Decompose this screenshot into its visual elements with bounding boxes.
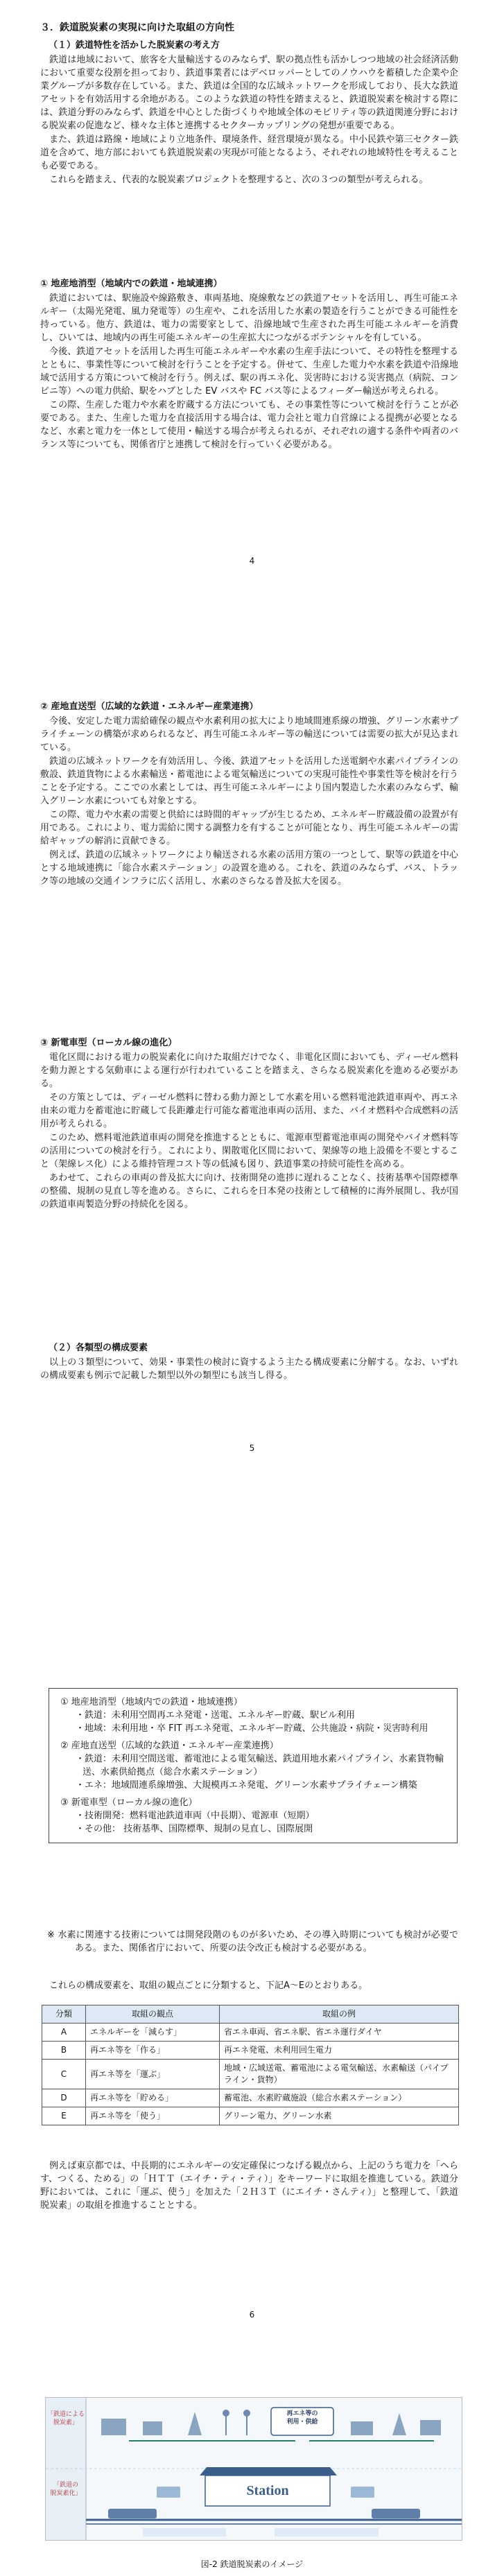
table-cell: 再エネ等を「運ぶ」 bbox=[86, 2060, 220, 2089]
classification-table-wrap bbox=[0, 2005, 504, 2125]
paragraph: 今後、安定した電力需給確保の観点や水素利用の拡大により地域間連系線の増強、グリーン水素サプライチェーンの構築が求められるなど、再生可能エネルギー等の輸送については需要の拡大が見込まれている。 bbox=[40, 716, 458, 753]
table-row bbox=[42, 2107, 459, 2125]
page-number: 4 bbox=[249, 556, 255, 566]
paragraph: 電化区間における電力の脱炭素化に向けた取組だけでなく、非電化区間においても、ディーゼル燃料を動力源とする気動車による運行が行われていることを踏まえ、さらなる脱炭素化を進める必要がある。 bbox=[40, 1052, 458, 1089]
paragraph: この際、生産した電力や水素を貯蔵する方法についても、その事業性等について検討を行うことが必要である。また、生産した電力を直接活用する場合は、電力会社と電力自営線による提携が必要となるなど、水素と電力を一体として使用・輸送する場合が考えられるが、それぞれの適する条件や両者のバランス等についても、関係省庁と連携して検討を行っていく必要がある。 bbox=[40, 400, 458, 450]
component-group bbox=[60, 1739, 446, 1792]
group-line: ・その他： 技術基準、国際標準、規制の見直し、国際展開 bbox=[76, 1824, 313, 1834]
paragraph: あわせて、これらの車両の普及拡大に向け、技術開発の進捗に遅れることなく、技術基準や国際標準の整備、規制の見直し等を進める。さらに、これらを日本発の技術として積極的に海外展開し、我が国の鉄道車両製造分野の持続化を図る。 bbox=[40, 1173, 458, 1210]
note: ※ 水素に関連する技術については開発段階のものが多いため、その導入時期についても検討が必要である。また、関係省庁において、所要の法令改正も検討する必要がある。 bbox=[47, 1930, 458, 1953]
table-cell: D bbox=[42, 2089, 86, 2107]
paragraph: 鉄道の広域ネットワークを有効活用し、今後、鉄道アセットを活用した送電網や水素パイプラインの敷設、鉄道貨物による水素輸送・蓄電池による電気輸送についての実現可能性や事業性等を検討を行うことを予定する。ここでの水素としては、再生可能エネルギーにより国内製造した水素のみならず、輸入グリーン水素についても対象とする。 bbox=[40, 756, 458, 806]
item-3-title: ③ 新電車型（ローカル線の進化） bbox=[40, 1038, 177, 1048]
figure-label-top: 「鉄道による 脱炭素」 bbox=[47, 2411, 85, 2426]
station-label: Station bbox=[246, 2483, 289, 2498]
item-2-block bbox=[0, 700, 504, 889]
table-cell: B bbox=[42, 2042, 86, 2060]
section-title: ３．鉄道脱炭素の実現に向けた取組の方向性 bbox=[40, 22, 234, 33]
paragraph: 例えば東京都では、中長期的にエネルギーの安定確保につなげる観点から、上記のうち電力を「へらす、つくる、ためる」の「ＨＴＴ（エイチ・ティ・ティ）」をキーワードに取組を推進している。鉄道分野においては、これに「運ぶ、使う」を加えた「２Ｈ３Ｔ（にエイチ・さんティ）」と整理して、「鉄道脱炭素」の取組を推進することとする。 bbox=[40, 2161, 458, 2211]
paragraph: 例えば、鉄道の広域ネットワークにより輸送される水素の活用方策の一つとして、駅等の鉄道を中心とする地域連携に「総合水素ステーション」の設置を進める。これを、鉄道のみならず、バス、トラック等の地域の交通インフラに広く活用し、水素のさらなる普及拡大を図る。 bbox=[40, 850, 458, 887]
item-1-title: ① 地産地消型（地域内での鉄道・地域連携） bbox=[40, 279, 223, 289]
closing-block bbox=[0, 2159, 504, 2213]
table-intro: これらの構成要素を、取組の観点ごとに分類すると、下記A～Eのとおりある。 bbox=[49, 1981, 368, 1991]
paragraph: 今後、鉄道アセットを活用した再生可能エネルギーや水素の生産手法について、その特性を整理するとともに、事業性等について検討を行うことを予定する。併せて、生産した電力や水素を鉄道や沿線地域で活用する方策について検討を行う。例えば、駅の再エネ化、災害時における災害拠点（病院、コンビニ等）への電力供給、駅をハブとした EV バスや FC バス等によるフィーダー輸送が考えられる。 bbox=[40, 347, 458, 397]
table-cell: A bbox=[42, 2024, 86, 2042]
classification-table bbox=[42, 2005, 459, 2125]
section-3 bbox=[0, 21, 504, 187]
figure-label-bottom: 「鉄道の 脱炭素化」 bbox=[50, 2482, 82, 2497]
table-cell: E bbox=[42, 2107, 86, 2125]
train-icon bbox=[108, 2509, 157, 2518]
figure-center-label: 再エネ等の 利用・供給 bbox=[286, 2410, 318, 2426]
table-cell: 再エネ等を「使う」 bbox=[86, 2107, 220, 2125]
components-box bbox=[49, 1688, 458, 1843]
paragraph: この際、電力や水素の需要と供給には時間的ギャップが生じるため、エネルギー貯蔵設備の設置が有用である。これにより、電力需給に関する調整力を有することが可能となり、再生可能エネルギーの需給ギャップの解消に貢献できる。 bbox=[40, 810, 458, 846]
table-cell: エネルギーを「減らす」 bbox=[86, 2024, 220, 2042]
figure-caption: 図-2 鉄道脱炭素のイメージ bbox=[200, 2559, 304, 2569]
paragraph: このため、燃料電池鉄道車両の開発を推進するとともに、電源車型蓄電池車両の開発やバイオ燃料等の活用についての検討を行う。これにより、閑散電化区間において、架線等の地上設備を不要とすること（架線レス化）による維持管理コスト等の低減も図り、鉄道事業の持続可能性を高める。 bbox=[40, 1133, 458, 1169]
table-cell: グリーン電力、グリーン水素 bbox=[220, 2107, 459, 2125]
group-line: ・地域：未利用地・卒 FIT 再エネ発電、エネルギー貯蔵、公共施設・病院・災害時利用 bbox=[76, 1723, 428, 1734]
paragraph: 鉄道においては、駅施設や線路敷き、車両基地、廃線敷などの鉄道アセットを活用し、再生可能エネルギー（太陽光発電、風力発電等）の生産や、これを活用した水素の製造を行うことができる可能性を持っている。他方、鉄道は、電力の需要家として、沿線地域で生産された再生可能エネルギーを消費し、ひいては、地域内の再生可能エネルギーの生産拡大につながるポテンシャルを有している。 bbox=[40, 293, 458, 343]
group-title: ② 産地直送型（広域的な鉄道・エネルギー産業連携） bbox=[60, 1741, 279, 1751]
item-3-block bbox=[0, 1036, 504, 1212]
paragraph: また、鉄道は路線・地域により立地条件、環境条件、経営環境が異なる。中小民鉄や第三セクター鉄道を含めて、地方部においても鉄道脱炭素の実現が可能となるよう、それぞれの地域特性を考えることも必要である。 bbox=[40, 134, 458, 171]
table-cell: 再エネ等を「作る」 bbox=[86, 2042, 220, 2060]
table-row bbox=[42, 2042, 459, 2060]
note-block bbox=[0, 1920, 504, 1956]
page-number: 6 bbox=[249, 2310, 255, 2320]
table-cell: 蓄電池、水素貯蔵施設（総合水素ステーション） bbox=[220, 2089, 459, 2107]
figure-illustration bbox=[46, 2398, 462, 2540]
table-cell: 地域・広域送電、蓄電池による電気輸送、水素輸送（パイプライン・貨物） bbox=[220, 2060, 459, 2089]
paragraph: 鉄道は地域において、旅客を大量輸送するのみならず、駅の拠点性も活かしつつ地域の社会経済活動において重要な役割を担っており、鉄道事業者にはデベロッパーとしてのノウハウを蓄積した企業や企業グループが多数存在している。また、鉄道は全国的な広域ネットワークを形成しており、長大な鉄道アセットを有効活用する余地がある。このような鉄道の特性を踏まえると、鉄道脱炭素を検討する際には、鉄道分野のみならず、鉄道を中心とした街づくりや地域全体のモビリティ等の鉄道関連分野における脱炭素の促進など、様々な主体と連携するセクターカップリングの発想が重要である。 bbox=[40, 55, 458, 131]
subsection-1-title: （１）鉄道特性を活かした脱炭素の考え方 bbox=[49, 40, 220, 51]
column-header: 分類 bbox=[42, 2005, 86, 2024]
table-row bbox=[42, 2024, 459, 2042]
item-2-title: ② 産地直送型（広域的な鉄道・エネルギー産業連携） bbox=[40, 702, 259, 712]
table-cell: 省エネ車両、省エネ駅、省エネ運行ダイヤ bbox=[220, 2024, 459, 2042]
group-line: ・鉄道：未利用空間再エネ発電・送電、エネルギー貯蔵、駅ビル利用 bbox=[76, 1710, 356, 1721]
group-line: ・技術開発：燃料電池鉄道車両（中長期）、電源車（短期） bbox=[76, 1811, 315, 1821]
train-icon bbox=[372, 2509, 420, 2518]
paragraph: その方策としては、ディーゼル燃料に替わる動力源として水素を用いる燃料電池鉄道車両や、再エネ由来の電力を蓄電池に貯蔵して長距離走行可能な蓄電池車両の活用、また、バイオ燃料や合成燃料の活用が考えられる。 bbox=[40, 1093, 458, 1129]
page-number: 5 bbox=[249, 1443, 255, 1453]
column-header: 取組の例 bbox=[220, 2005, 459, 2024]
table-row bbox=[42, 2060, 459, 2089]
table-cell: 再エネ発電、未利用回生電力 bbox=[220, 2042, 459, 2060]
item-1-block bbox=[0, 277, 504, 452]
components-box-frame bbox=[49, 1688, 458, 1843]
decarbonization-figure bbox=[45, 2397, 462, 2541]
group-title: ③ 新電車型（ローカル線の進化） bbox=[60, 1798, 198, 1808]
component-group bbox=[60, 1696, 446, 1735]
subsection-2-title: （２）各類型の構成要素 bbox=[49, 1343, 148, 1353]
column-header: 取組の観点 bbox=[86, 2005, 220, 2024]
paragraph: これらを踏まえ、代表的な脱炭素プロジェクトを整理すると、次の３つの類型が考えられる。 bbox=[49, 175, 428, 185]
paragraph: 以上の３類型について、効果・事業性の検討に資するよう主たる構成要素に分解する。なお、いずれの構成要素も例示で記載した類型以外の類型にも該当し得る。 bbox=[40, 1357, 458, 1381]
group-title: ① 地産地消型（地域内での鉄道・地域連携） bbox=[60, 1697, 243, 1707]
table-cell: 再エネ等を「貯める」 bbox=[86, 2089, 220, 2107]
subsection-2 bbox=[0, 1341, 504, 1383]
table-intro-block bbox=[0, 1979, 504, 1993]
table-header-row bbox=[42, 2005, 459, 2024]
table-cell: C bbox=[42, 2060, 86, 2089]
table-row bbox=[42, 2089, 459, 2107]
group-line: ・エネ：地域間連系線増強、大規模再エネ発電、グリーン水素サプライチェーン構築 bbox=[76, 1780, 417, 1791]
group-line: ・鉄道：未利用空間送電、蓄電池による電気輸送、鉄道用地水素パイプライン、水素貨物輸送、水素供給拠点（総合水素ステーション） bbox=[76, 1754, 444, 1777]
component-group bbox=[60, 1796, 446, 1836]
